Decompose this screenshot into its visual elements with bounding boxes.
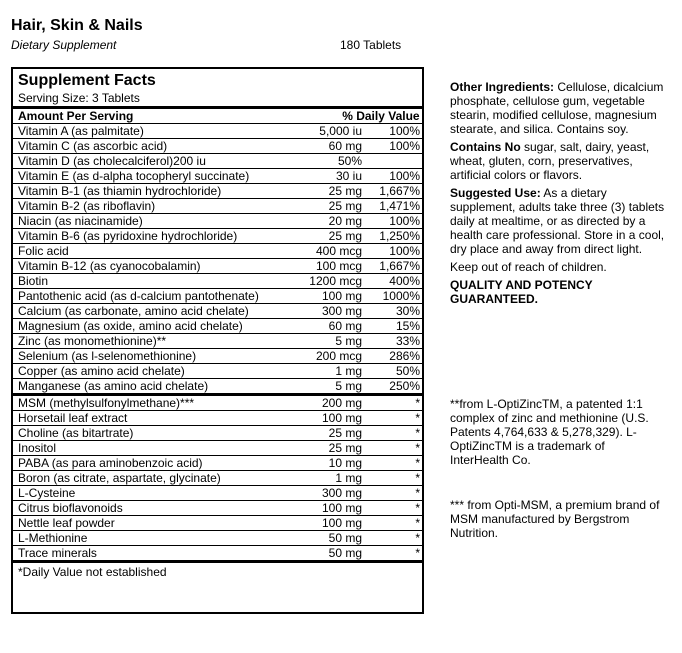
nutrient-row <box>13 154 422 169</box>
nutrient-daily-value: * <box>415 441 420 455</box>
nutrient-amount: 60 mg <box>328 139 362 153</box>
nutrient-name: Choline (as bitartrate) <box>18 426 134 440</box>
nutrient-name: Nettle leaf powder <box>18 516 115 530</box>
keep-out-warning: Keep out of reach of children. <box>450 260 607 274</box>
nutrient-name: Zinc (as monomethionine)** <box>18 334 167 348</box>
nutrient-amount: 50 mg <box>328 546 362 560</box>
nutrient-row <box>13 244 422 259</box>
nutrient-amount: 400 mcg <box>315 244 362 258</box>
nutrient-amount: 25 mg <box>328 441 362 455</box>
amount-header: Amount Per Serving <box>18 109 134 123</box>
nutrient-name: Niacin (as niacinamide) <box>18 214 143 228</box>
nutrient-row <box>13 349 422 364</box>
nutrient-daily-value: 100% <box>389 124 420 138</box>
suggested-use-label: Suggested Use: <box>450 186 541 200</box>
nutrient-daily-value: * <box>415 546 420 560</box>
nutrient-name: Folic acid <box>18 244 69 258</box>
nutrient-row <box>13 169 422 184</box>
nutrient-amount: 50% <box>337 154 362 168</box>
other-ingredients-text: Cellulose, dicalcium phosphate, cellulose gum, vegetable stearin, modified cellulose, magnesium stearate, and silica. Contains soy. <box>450 80 664 136</box>
nutrient-name: Pantothenic acid (as d-calcium pantothenate) <box>18 289 259 303</box>
nutrient-name: Selenium (as l-selenomethionine) <box>18 349 197 363</box>
nutrient-daily-value: 15% <box>395 319 420 333</box>
nutrient-row <box>13 184 422 199</box>
nutrient-amount: 5 mg <box>335 379 362 393</box>
nutrient-row <box>13 546 422 561</box>
nutrient-row <box>13 456 422 471</box>
nutrient-daily-value: 33% <box>395 334 420 348</box>
nutrient-row <box>13 364 422 379</box>
nutrient-daily-value: 286% <box>389 349 420 363</box>
nutrient-amount: 25 mg <box>328 229 362 243</box>
nutrient-name: Manganese (as amino acid chelate) <box>18 379 209 393</box>
nutrient-row <box>13 516 422 531</box>
nutrient-daily-value: 1,250% <box>379 229 420 243</box>
suggested-use <box>450 186 666 256</box>
nutrient-daily-value: 1,471% <box>379 199 420 213</box>
nutrient-amount: 200 mg <box>321 396 362 410</box>
facts-header-row <box>13 109 422 124</box>
msm-footnote: *** from Opti-MSM, a premium brand of MSM manufactured by Bergstrom Nutrition. <box>450 498 660 540</box>
nutrient-daily-value: 1000% <box>382 289 420 303</box>
nutrient-daily-value: 400% <box>389 274 420 288</box>
nutrient-daily-value: * <box>415 516 420 530</box>
nutrient-name: Vitamin C (as ascorbic acid) <box>18 139 168 153</box>
nutrient-row <box>13 396 422 411</box>
nutrient-row <box>13 304 422 319</box>
nutrient-daily-value <box>362 154 420 168</box>
zinc-footnote: **from L-OptiZincTM, a patented 1:1 complex of zinc and methionine (U.S. Patents 4,764,633 & 5,278,329). L-OptiZincTM is a trademark of InterHealth Co. <box>450 397 649 467</box>
nutrient-name: Vitamin B-6 (as pyridoxine hydrochloride) <box>18 229 238 243</box>
nutrient-amount: 30 iu <box>335 169 362 183</box>
nutrient-name: Magnesium (as oxide, amino acid chelate) <box>18 319 243 333</box>
other-ingredients <box>450 80 666 136</box>
nutrient-row <box>13 289 422 304</box>
nutrient-name: Boron (as citrate, aspartate, glycinate) <box>18 471 221 485</box>
nutrient-row <box>13 139 422 154</box>
nutrient-row <box>13 379 422 394</box>
nutrient-name: MSM (methylsulfonylmethane)*** <box>18 396 195 410</box>
nutrient-group-others <box>13 396 422 561</box>
nutrient-name: Horsetail leaf extract <box>18 411 128 425</box>
nutrient-amount: 25 mg <box>328 184 362 198</box>
daily-value-header: % Daily Value <box>342 109 420 123</box>
nutrient-row <box>13 229 422 244</box>
nutrient-row <box>13 441 422 456</box>
side-info <box>450 80 666 310</box>
nutrient-amount: 1 mg <box>335 364 362 378</box>
nutrient-row <box>13 411 422 426</box>
contains-no-text: sugar, salt, dairy, yeast, wheat, gluten, corn, preservatives, artificial colors or flavors. <box>450 140 650 182</box>
nutrient-amount: 20 mg <box>328 214 362 228</box>
nutrient-amount: 1200 mcg <box>309 274 362 288</box>
nutrient-amount: 5,000 iu <box>319 124 362 138</box>
nutrient-amount: 100 mcg <box>315 259 362 273</box>
nutrient-row <box>13 259 422 274</box>
nutrient-amount: 25 mg <box>328 199 362 213</box>
nutrient-daily-value: 1,667% <box>379 259 420 273</box>
nutrient-name: PABA (as para aminobenzoic acid) <box>18 456 203 470</box>
nutrient-daily-value: * <box>415 411 420 425</box>
quality-guarantee: QUALITY AND POTENCY GUARANTEED. <box>450 278 593 306</box>
nutrient-row <box>13 334 422 349</box>
nutrient-amount: 25 mg <box>328 426 362 440</box>
nutrient-amount: 300 mg <box>321 304 362 318</box>
nutrient-name: Biotin <box>18 274 49 288</box>
nutrient-daily-value: 1,667% <box>379 184 420 198</box>
product-title: Hair, Skin & Nails <box>11 17 143 34</box>
nutrient-daily-value: * <box>415 426 420 440</box>
supplement-facts-panel <box>11 67 424 614</box>
nutrient-daily-value: * <box>415 471 420 485</box>
nutrient-daily-value: 30% <box>395 304 420 318</box>
nutrient-name: Copper (as amino acid chelate) <box>18 364 185 378</box>
nutrient-amount: 10 mg <box>328 456 362 470</box>
nutrient-name: L-Cysteine <box>18 486 76 500</box>
nutrient-name: Trace minerals <box>18 546 97 560</box>
product-subtitle: Dietary Supplement <box>11 38 117 52</box>
nutrient-name: Calcium (as carbonate, amino acid chelate) <box>18 304 249 318</box>
nutrient-name: Vitamin A (as palmitate) <box>18 124 144 138</box>
nutrient-name: Vitamin D (as cholecalciferol)200 iu <box>18 154 206 168</box>
nutrient-amount: 100 mg <box>321 516 362 530</box>
contains-no-label: Contains No <box>450 140 521 154</box>
nutrient-amount: 60 mg <box>328 319 362 333</box>
nutrient-row <box>13 486 422 501</box>
nutrient-name: Inositol <box>18 441 57 455</box>
nutrient-daily-value: * <box>415 486 420 500</box>
nutrient-row <box>13 199 422 214</box>
nutrient-row <box>13 531 422 546</box>
facts-title: Supplement Facts <box>18 72 156 89</box>
nutrient-daily-value: * <box>415 456 420 470</box>
nutrient-name: Vitamin B-1 (as thiamin hydrochloride) <box>18 184 222 198</box>
nutrient-daily-value: 100% <box>389 244 420 258</box>
nutrient-daily-value: * <box>415 396 420 410</box>
nutrient-row <box>13 124 422 139</box>
nutrient-amount: 100 mg <box>321 501 362 515</box>
nutrient-name: Vitamin B-12 (as cyanocobalamin) <box>18 259 201 273</box>
nutrient-amount: 1 mg <box>335 471 362 485</box>
serving-size: Serving Size: 3 Tablets <box>13 91 422 107</box>
contains-no <box>450 140 666 182</box>
nutrient-amount: 5 mg <box>335 334 362 348</box>
nutrient-daily-value: 50% <box>395 364 420 378</box>
nutrient-amount: 100 mg <box>321 411 362 425</box>
nutrient-daily-value: * <box>415 501 420 515</box>
nutrient-daily-value: 250% <box>389 379 420 393</box>
nutrient-daily-value: 100% <box>389 139 420 153</box>
daily-value-footnote: *Daily Value not established <box>18 565 167 579</box>
nutrient-row <box>13 319 422 334</box>
nutrient-name: Vitamin E (as d-alpha tocopheryl succinate) <box>18 169 250 183</box>
nutrient-group-vitamins <box>13 124 422 394</box>
other-ingredients-label: Other Ingredients: <box>450 80 555 94</box>
nutrient-row <box>13 501 422 516</box>
nutrient-row <box>13 274 422 289</box>
nutrient-amount: 100 mg <box>321 289 362 303</box>
nutrient-daily-value: 100% <box>389 169 420 183</box>
nutrient-name: L-Methionine <box>18 531 88 545</box>
nutrient-amount: 200 mcg <box>315 349 362 363</box>
nutrient-name: Citrus bioflavonoids <box>18 501 123 515</box>
nutrient-amount: 50 mg <box>328 531 362 545</box>
nutrient-row <box>13 471 422 486</box>
tablet-count: 180 Tablets <box>340 38 402 52</box>
nutrient-row <box>13 214 422 229</box>
nutrient-row <box>13 426 422 441</box>
nutrient-amount: 300 mg <box>321 486 362 500</box>
nutrient-daily-value: * <box>415 531 420 545</box>
suggested-use-text: As a dietary supplement, adults take three (3) tablets daily at mealtime, or as directed by a health care professional. Store in a cool, dry place and away from direct light. <box>450 186 665 256</box>
nutrient-name: Vitamin B-2 (as riboflavin) <box>18 199 156 213</box>
nutrient-daily-value: 100% <box>389 214 420 228</box>
